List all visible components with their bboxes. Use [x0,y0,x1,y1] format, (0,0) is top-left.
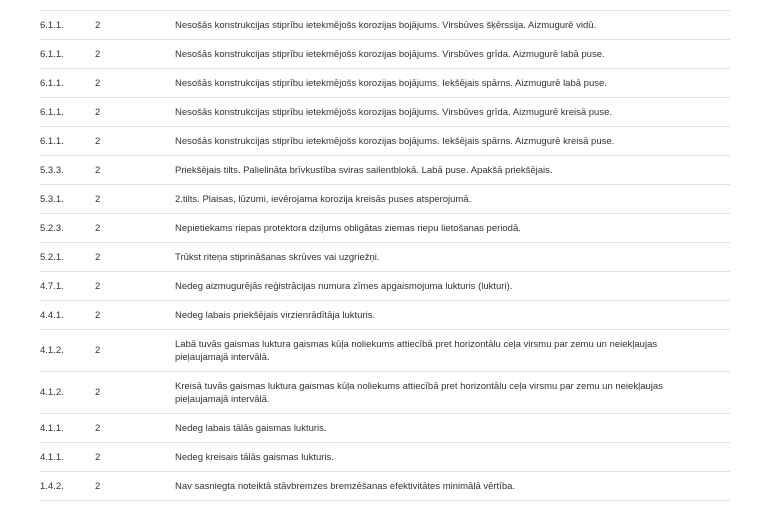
defect-code: 4.1.1. [40,451,64,463]
defect-code: 5.2.3. [40,222,64,234]
defect-code: 6.1.1. [40,48,64,60]
table-row [40,330,730,372]
defect-description: Nesošās konstrukcijas stiprību ietekmējošs korozijas bojājums. Iekšējais spārns. Aizmugurē kreisā puse. [175,135,615,147]
defect-description: 2.tilts. Plaisas, lūzumi, ievērojama korozija kreisās puses atsperojumā. [175,193,472,205]
defect-code: 5.3.1. [40,193,64,205]
defect-rating: 2 [95,251,101,263]
defect-rating: 2 [95,77,101,89]
defect-rating: 2 [95,480,101,492]
table-row [40,156,730,185]
table-row [40,11,730,40]
defect-code: 4.4.1. [40,309,64,321]
defect-code: 5.3.3. [40,164,64,176]
table-row [40,272,730,301]
defects-table-body [40,11,730,501]
defect-description: Trūkst riteņa stiprināšanas skrūves vai uzgriežņi. [175,251,380,263]
defect-rating: 2 [95,135,101,147]
defect-code: 4.1.2. [40,387,64,398]
defect-description: Nedeg aizmugurējās reģistrācijas numura zīmes apgaismojuma lukturis (lukturi). [175,280,513,292]
table-row [40,243,730,272]
table-row [40,185,730,214]
defect-description: Nesošās konstrukcijas stiprību ietekmējošs korozijas bojājums. Virsbūves šķērssija. Aizmugurē vidū. [175,19,597,31]
defect-rating: 2 [95,451,101,463]
defect-description: Nedeg kreisais tālās gaismas lukturis. [175,451,334,463]
table-row [40,443,730,472]
defect-code: 5.2.1. [40,251,64,263]
defect-code: 4.1.1. [40,422,64,434]
defects-table [40,10,730,501]
defect-rating: 2 [95,387,101,398]
defect-rating: 2 [95,19,101,31]
defect-code: 6.1.1. [40,19,64,31]
defect-description: Nedeg labais tālās gaismas lukturis. [175,422,327,434]
defect-description: Priekšējais tilts. Palielināta brīvkustība sviras sailentblokā. Labā puse. Apakšā priekšējais. [175,164,553,176]
table-row [40,40,730,69]
defect-description: Nesošās konstrukcijas stiprību ietekmējošs korozijas bojājums. Iekšējais spārns. Aizmugurē labā puse. [175,77,607,89]
table-row [40,372,730,414]
defect-code: 6.1.1. [40,106,64,118]
defect-rating: 2 [95,422,101,434]
defect-description: Nav sasniegta noteiktā stāvbremzes bremzēšanas efektivitātes minimālā vērtība. [175,480,516,492]
table-row [40,472,730,501]
defect-rating: 2 [95,164,101,176]
defect-rating: 2 [95,309,101,321]
defect-rating: 2 [95,345,101,356]
table-row [40,214,730,243]
defect-code: 1.4.2. [40,480,64,492]
defect-rating: 2 [95,106,101,118]
defect-description: Labā tuvās gaismas luktura gaismas kūļa noliekums attiecībā pret horizontālu ceļa virsmu par zemu un neiekļaujas pieļaujamajā intervālā. [175,338,658,363]
defect-code: 6.1.1. [40,77,64,89]
defect-rating: 2 [95,222,101,234]
defect-description: Kreisā tuvās gaismas luktura gaismas kūļa noliekums attiecībā pret horizontālu ceļa virsmu par zemu un neiekļaujas pieļaujamajā intervālā. [175,380,663,405]
table-row [40,69,730,98]
defect-code: 4.7.1. [40,280,64,292]
defect-rating: 2 [95,193,101,205]
defect-code: 4.1.2. [40,345,64,356]
defect-description: Nesošās konstrukcijas stiprību ietekmējošs korozijas bojājums. Virsbūves grīda. Aizmugurē kreisā puse. [175,106,613,118]
defect-description: Nepietiekams riepas protektora dziļums obligātas ziemas riepu lietošanas periodā. [175,222,521,234]
defect-code: 6.1.1. [40,135,64,147]
table-row [40,127,730,156]
table-row [40,98,730,127]
defect-rating: 2 [95,48,101,60]
table-row [40,301,730,330]
defect-description: Nesošās konstrukcijas stiprību ietekmējošs korozijas bojājums. Virsbūves grīda. Aizmugurē labā puse. [175,48,605,60]
table-row [40,414,730,443]
defect-rating: 2 [95,280,101,292]
defect-description: Nedeg labais priekšējais virzienrādītāja lukturis. [175,309,376,321]
